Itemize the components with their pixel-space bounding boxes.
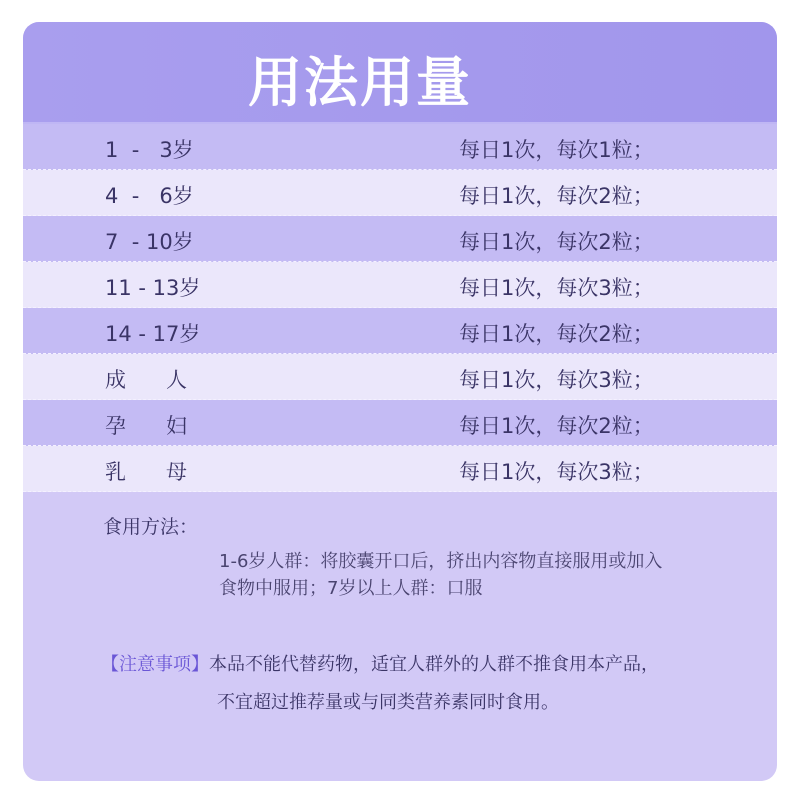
age-cell: 11 - 13岁 — [105, 276, 201, 300]
age-cell: 7 - 10岁 — [105, 230, 194, 254]
table-row — [23, 400, 777, 446]
method-line: 食物中服用；7岁以上人群：口服 — [219, 578, 483, 599]
dose-cell: 每日1次，每次3粒； — [459, 460, 654, 484]
table-row — [23, 308, 777, 354]
table-row — [23, 446, 777, 492]
table-row — [23, 262, 777, 308]
dosage-card — [23, 22, 777, 781]
table-row — [23, 124, 777, 170]
notice-line — [101, 646, 741, 684]
dose-cell: 每日1次，每次2粒； — [459, 184, 654, 208]
age-cell: 孕 妇 — [105, 414, 188, 438]
notice-tag: 【注意事项】 — [101, 654, 209, 675]
notice-section — [101, 646, 741, 722]
method-label: 食用方法： — [103, 516, 199, 538]
table-row — [23, 354, 777, 400]
dose-cell: 每日1次，每次1粒； — [459, 138, 654, 162]
method-description — [219, 548, 739, 602]
dose-cell: 每日1次，每次2粒； — [459, 230, 654, 254]
age-cell: 成 人 — [105, 368, 188, 392]
table-row — [23, 170, 777, 216]
page-title: 用法用量 — [248, 51, 472, 114]
dosage-table — [23, 124, 777, 492]
header-bar — [23, 22, 777, 124]
table-row — [23, 216, 777, 262]
method-line: 1-6岁人群：将胶囊开口后，挤出内容物直接服用或加入 — [219, 551, 663, 572]
dose-cell: 每日1次，每次2粒； — [459, 322, 654, 346]
dose-cell: 每日1次，每次2粒； — [459, 414, 654, 438]
age-cell: 4 - 6岁 — [105, 184, 194, 208]
notice-text: 本品不能代替药物，适宜人群外的人群不推食用本产品， — [209, 654, 659, 675]
dose-cell: 每日1次，每次3粒； — [459, 368, 654, 392]
notice-line: 不宜超过推荐量或与同类营养素同时食用。 — [217, 692, 559, 713]
age-cell: 14 - 17岁 — [105, 322, 201, 346]
age-cell: 乳 母 — [105, 460, 188, 484]
dose-cell: 每日1次，每次3粒； — [459, 276, 654, 300]
age-cell: 1 - 3岁 — [105, 138, 194, 162]
